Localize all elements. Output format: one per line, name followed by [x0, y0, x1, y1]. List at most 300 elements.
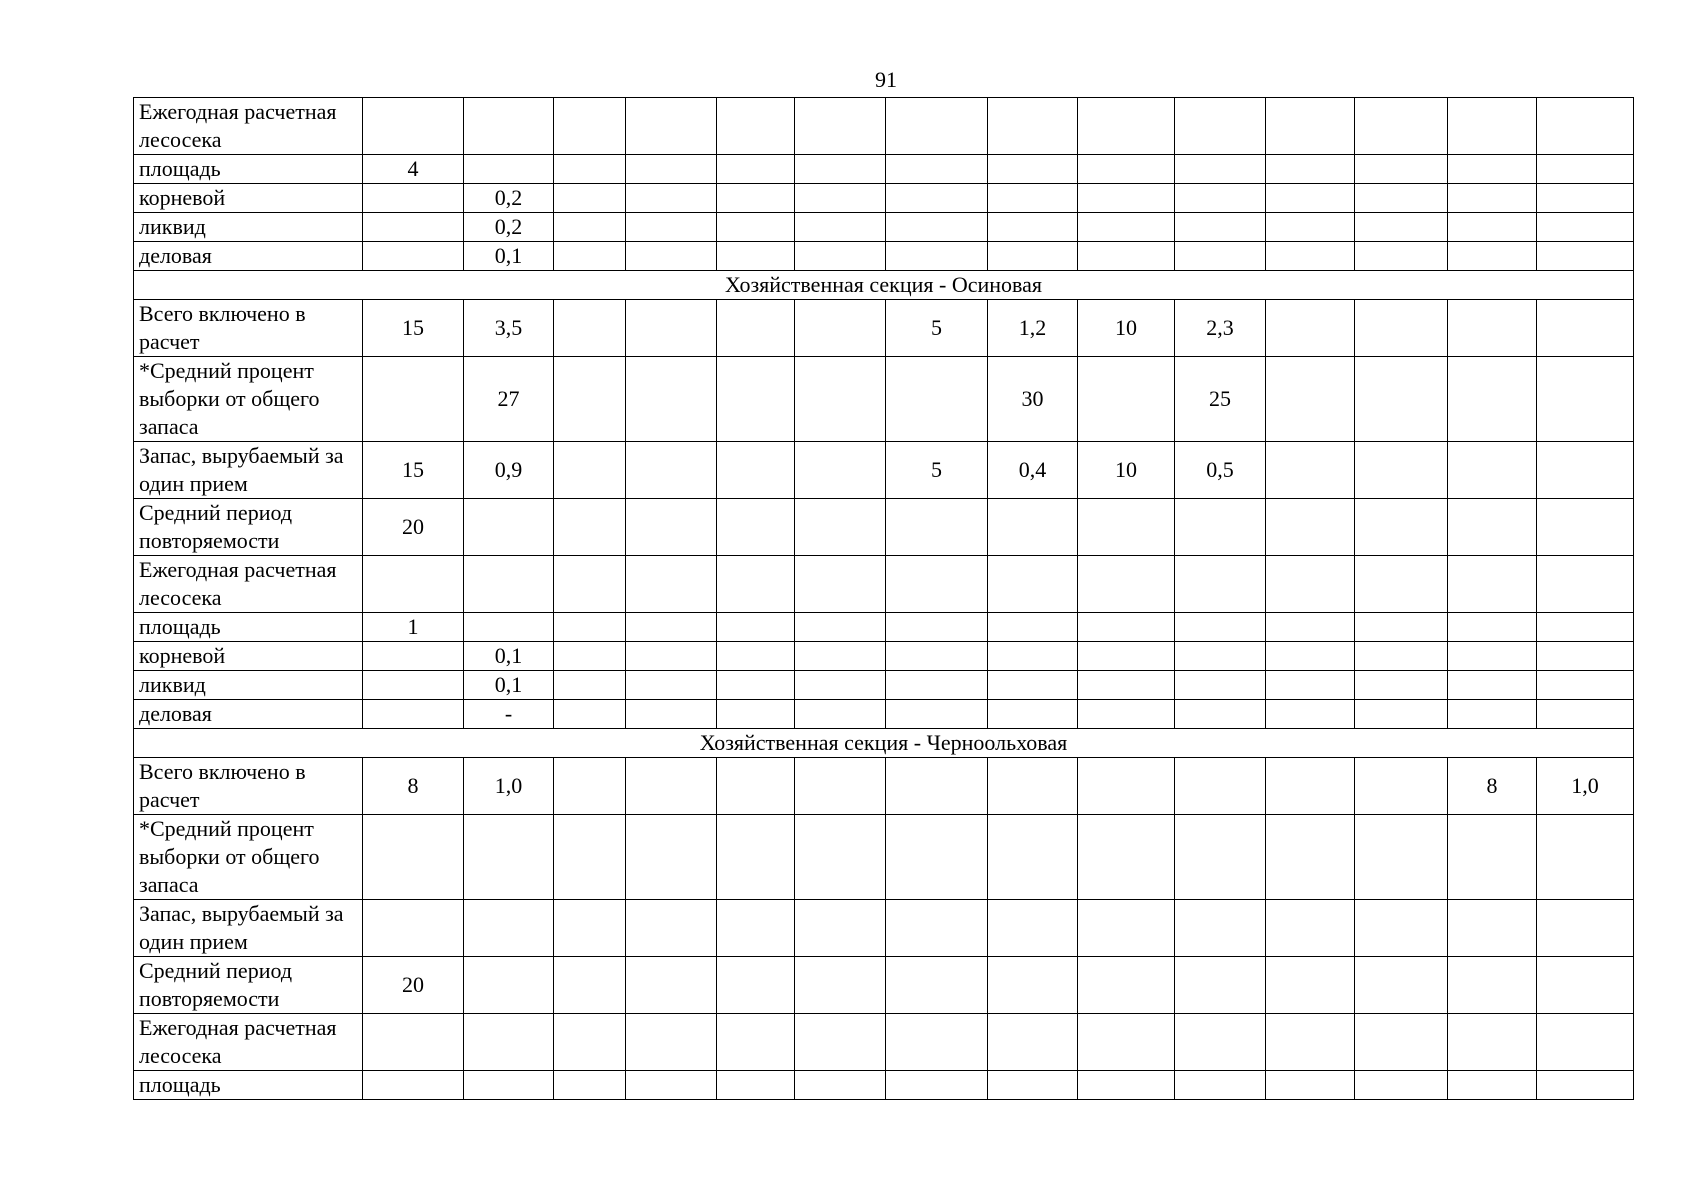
- row-label: Всего включено в расчет: [134, 300, 363, 357]
- table-cell: [626, 155, 717, 184]
- table-cell: [795, 442, 886, 499]
- table-cell: [886, 184, 988, 213]
- table-cell: [1355, 556, 1448, 613]
- table-cell: [1078, 642, 1175, 671]
- table-cell: 0,2: [464, 213, 554, 242]
- table-cell: [626, 442, 717, 499]
- table-cell: [1355, 357, 1448, 442]
- table-cell: 3,5: [464, 300, 554, 357]
- table-cell: [626, 1071, 717, 1100]
- table-cell: [554, 815, 626, 900]
- table-cell: [626, 758, 717, 815]
- table-cell: [886, 957, 988, 1014]
- table-cell: 20: [363, 957, 464, 1014]
- table-cell: [1355, 242, 1448, 271]
- table-cell: [988, 758, 1078, 815]
- table-cell: [717, 242, 795, 271]
- table-cell: [1266, 758, 1355, 815]
- table-cell: [1175, 98, 1266, 155]
- row-label: Средний период повторяемости: [134, 957, 363, 1014]
- table-cell: [1355, 671, 1448, 700]
- section-header-row: [134, 729, 1634, 758]
- table-cell: [1175, 815, 1266, 900]
- table-cell: [1448, 499, 1537, 556]
- table-cell: [795, 613, 886, 642]
- table-cell: [464, 815, 554, 900]
- table-cell: [886, 357, 988, 442]
- table-cell: [554, 213, 626, 242]
- table-cell: [795, 758, 886, 815]
- table-cell: [1537, 613, 1634, 642]
- table-cell: [1448, 155, 1537, 184]
- table-cell: [1537, 671, 1634, 700]
- table-row: [134, 184, 1634, 213]
- table-cell: [795, 700, 886, 729]
- table-cell: [1175, 242, 1266, 271]
- table-cell: [1355, 957, 1448, 1014]
- table-cell: [1537, 184, 1634, 213]
- table-cell: [1175, 556, 1266, 613]
- table-cell: [1175, 1071, 1266, 1100]
- table-cell: [554, 442, 626, 499]
- table-cell: [554, 556, 626, 613]
- table-cell: [363, 556, 464, 613]
- table-cell: [626, 815, 717, 900]
- table-cell: 2,3: [1175, 300, 1266, 357]
- table-cell: [795, 815, 886, 900]
- section-title: Хозяйственная секция - Осиновая: [134, 271, 1634, 300]
- table-cell: [717, 671, 795, 700]
- table-cell: [988, 671, 1078, 700]
- table-cell: [464, 613, 554, 642]
- table-cell: [1266, 613, 1355, 642]
- table-cell: [795, 556, 886, 613]
- table-cell: [554, 1071, 626, 1100]
- table-cell: [1448, 642, 1537, 671]
- row-label: Ежегодная расчетная лесосека: [134, 556, 363, 613]
- table-cell: [363, 213, 464, 242]
- table-cell: [717, 357, 795, 442]
- table-cell: [554, 700, 626, 729]
- table-cell: [795, 671, 886, 700]
- table-cell: [464, 556, 554, 613]
- table-cell: [1448, 671, 1537, 700]
- table-cell: [1175, 499, 1266, 556]
- table-cell: [717, 556, 795, 613]
- table-row: [134, 700, 1634, 729]
- table-row: [134, 213, 1634, 242]
- row-label: Всего включено в расчет: [134, 758, 363, 815]
- row-label: Ежегодная расчетная лесосека: [134, 98, 363, 155]
- table-cell: 4: [363, 155, 464, 184]
- table-cell: [1266, 700, 1355, 729]
- table-cell: [1448, 957, 1537, 1014]
- table-cell: [717, 499, 795, 556]
- table-row: [134, 155, 1634, 184]
- table-cell: [1078, 1071, 1175, 1100]
- table-cell: [1175, 957, 1266, 1014]
- table-cell: [1078, 1014, 1175, 1071]
- table-cell: [1537, 642, 1634, 671]
- table-cell: [1537, 357, 1634, 442]
- table-cell: [795, 213, 886, 242]
- table-cell: [1266, 556, 1355, 613]
- table-cell: [988, 1014, 1078, 1071]
- table-cell: [886, 499, 988, 556]
- table-cell: [554, 357, 626, 442]
- table-cell: [1078, 499, 1175, 556]
- table-cell: [464, 1071, 554, 1100]
- row-label: *Средний процент выборки от общего запаса: [134, 815, 363, 900]
- table-cell: [1355, 300, 1448, 357]
- table-cell: [554, 642, 626, 671]
- table-cell: [464, 957, 554, 1014]
- table-cell: 0,1: [464, 642, 554, 671]
- table-cell: [626, 98, 717, 155]
- table-cell: [988, 700, 1078, 729]
- table-cell: 15: [363, 442, 464, 499]
- table-cell: [1448, 815, 1537, 900]
- table-cell: [717, 815, 795, 900]
- table-cell: 1,0: [464, 758, 554, 815]
- table-cell: [626, 184, 717, 213]
- table-cell: [1266, 900, 1355, 957]
- table-cell: [363, 242, 464, 271]
- row-label: Запас, вырубаемый за один прием: [134, 900, 363, 957]
- table-cell: [1537, 700, 1634, 729]
- table-cell: [1175, 700, 1266, 729]
- table-cell: [363, 700, 464, 729]
- table-cell: [1448, 556, 1537, 613]
- table-cell: [554, 671, 626, 700]
- table-cell: 0,4: [988, 442, 1078, 499]
- table-cell: 1,0: [1537, 758, 1634, 815]
- row-label: площадь: [134, 155, 363, 184]
- table-cell: [554, 98, 626, 155]
- table-cell: [1175, 213, 1266, 242]
- table-cell: [1355, 184, 1448, 213]
- table-cell: [988, 957, 1078, 1014]
- table-cell: [1448, 613, 1537, 642]
- row-label: Средний период повторяемости: [134, 499, 363, 556]
- table-cell: [717, 213, 795, 242]
- table-row: [134, 242, 1634, 271]
- table-cell: [1266, 357, 1355, 442]
- table-cell: [1266, 155, 1355, 184]
- table-cell: [795, 357, 886, 442]
- table-cell: [1266, 671, 1355, 700]
- table-cell: [626, 300, 717, 357]
- table-cell: [1078, 242, 1175, 271]
- table-cell: [1266, 98, 1355, 155]
- table-row: [134, 613, 1634, 642]
- table-cell: [988, 242, 1078, 271]
- table-row: [134, 957, 1634, 1014]
- table-cell: [1448, 1071, 1537, 1100]
- table-cell: [1448, 300, 1537, 357]
- table-cell: [1355, 700, 1448, 729]
- table-cell: [988, 900, 1078, 957]
- table-cell: -: [464, 700, 554, 729]
- table-cell: [1175, 900, 1266, 957]
- table-cell: [1355, 613, 1448, 642]
- table-cell: [1355, 1014, 1448, 1071]
- table-cell: [1537, 556, 1634, 613]
- table-cell: [363, 184, 464, 213]
- table-cell: 10: [1078, 300, 1175, 357]
- table-cell: 0,9: [464, 442, 554, 499]
- table-cell: [886, 98, 988, 155]
- table-cell: [988, 556, 1078, 613]
- table-cell: [1266, 1071, 1355, 1100]
- table-cell: [554, 300, 626, 357]
- table-cell: [717, 613, 795, 642]
- table-cell: [1537, 900, 1634, 957]
- table-cell: [1078, 700, 1175, 729]
- table-cell: [886, 815, 988, 900]
- table-cell: [363, 98, 464, 155]
- table-cell: [554, 613, 626, 642]
- table-cell: [988, 1071, 1078, 1100]
- table-cell: [1448, 357, 1537, 442]
- table-cell: [1448, 242, 1537, 271]
- table-cell: 27: [464, 357, 554, 442]
- table-cell: [1448, 213, 1537, 242]
- table-cell: 1,2: [988, 300, 1078, 357]
- table-cell: [1266, 1014, 1355, 1071]
- table-cell: [795, 642, 886, 671]
- table-cell: [795, 300, 886, 357]
- table-cell: [464, 1014, 554, 1071]
- table-cell: [626, 957, 717, 1014]
- table-cell: [626, 242, 717, 271]
- table-row: [134, 1014, 1634, 1071]
- row-label: ликвид: [134, 671, 363, 700]
- table-cell: [1266, 300, 1355, 357]
- table-cell: [1537, 815, 1634, 900]
- table-cell: [988, 98, 1078, 155]
- table-cell: [886, 213, 988, 242]
- table-cell: [1078, 556, 1175, 613]
- table-cell: [363, 642, 464, 671]
- table-cell: [1537, 1071, 1634, 1100]
- table-cell: [1175, 184, 1266, 213]
- table-cell: [1175, 1014, 1266, 1071]
- table-cell: 25: [1175, 357, 1266, 442]
- table-cell: [886, 758, 988, 815]
- table-cell: [363, 1071, 464, 1100]
- table-cell: [1266, 242, 1355, 271]
- table-cell: [795, 98, 886, 155]
- table-row: [134, 98, 1634, 155]
- table-cell: [554, 184, 626, 213]
- table-cell: 0,1: [464, 671, 554, 700]
- table-cell: [1266, 957, 1355, 1014]
- table-cell: 20: [363, 499, 464, 556]
- table-cell: [1537, 98, 1634, 155]
- table-cell: [554, 155, 626, 184]
- table-cell: [1448, 1014, 1537, 1071]
- table-cell: [1537, 242, 1634, 271]
- table-cell: [1448, 98, 1537, 155]
- table-cell: [717, 700, 795, 729]
- table-cell: [886, 155, 988, 184]
- table-cell: [1355, 900, 1448, 957]
- table-cell: [1175, 758, 1266, 815]
- table-cell: [1448, 900, 1537, 957]
- table-row: [134, 556, 1634, 613]
- table-cell: [1537, 300, 1634, 357]
- page-number: 91: [875, 67, 897, 92]
- table-cell: [363, 815, 464, 900]
- table-cell: [626, 613, 717, 642]
- table-cell: [1448, 700, 1537, 729]
- table-cell: [1537, 1014, 1634, 1071]
- table-cell: [717, 1014, 795, 1071]
- table-cell: [886, 1071, 988, 1100]
- table-cell: [1448, 184, 1537, 213]
- table-cell: [626, 357, 717, 442]
- table-cell: 0,2: [464, 184, 554, 213]
- table-cell: [1355, 815, 1448, 900]
- table-cell: [464, 98, 554, 155]
- table-cell: [1266, 499, 1355, 556]
- table-cell: [717, 642, 795, 671]
- table-row: [134, 642, 1634, 671]
- table-cell: [554, 957, 626, 1014]
- table-cell: [795, 1014, 886, 1071]
- table-cell: [1078, 357, 1175, 442]
- table-row: [134, 357, 1634, 442]
- table-cell: [1078, 900, 1175, 957]
- table-cell: [1175, 155, 1266, 184]
- table-cell: [795, 957, 886, 1014]
- row-label: ликвид: [134, 213, 363, 242]
- table-row: [134, 815, 1634, 900]
- table-cell: [886, 671, 988, 700]
- table-cell: [1355, 213, 1448, 242]
- table-cell: [1355, 758, 1448, 815]
- table-cell: 15: [363, 300, 464, 357]
- table-cell: [886, 700, 988, 729]
- row-label: Запас, вырубаемый за один прием: [134, 442, 363, 499]
- table-cell: [1355, 499, 1448, 556]
- table-cell: [554, 499, 626, 556]
- table-cell: [717, 957, 795, 1014]
- table-cell: [1175, 671, 1266, 700]
- table-cell: [626, 213, 717, 242]
- row-label: площадь: [134, 1071, 363, 1100]
- row-label: *Средний процент выборки от общего запаса: [134, 357, 363, 442]
- table-cell: [626, 556, 717, 613]
- table-cell: [795, 499, 886, 556]
- table-cell: [1537, 442, 1634, 499]
- table-cell: [1266, 815, 1355, 900]
- table-cell: [795, 155, 886, 184]
- row-label: деловая: [134, 242, 363, 271]
- table-cell: [886, 1014, 988, 1071]
- table-cell: [363, 671, 464, 700]
- table-cell: [1078, 758, 1175, 815]
- table-cell: [464, 900, 554, 957]
- table-cell: [886, 613, 988, 642]
- table-cell: [1355, 442, 1448, 499]
- table-cell: [795, 900, 886, 957]
- row-label: корневой: [134, 184, 363, 213]
- table-cell: [1355, 642, 1448, 671]
- table-row: [134, 1071, 1634, 1100]
- row-label: деловая: [134, 700, 363, 729]
- table-cell: [717, 900, 795, 957]
- table-cell: 5: [886, 300, 988, 357]
- table-cell: [988, 184, 1078, 213]
- table-cell: [1078, 671, 1175, 700]
- forest-allowance-table: [133, 97, 1634, 1100]
- table-cell: [1266, 184, 1355, 213]
- table-cell: [554, 242, 626, 271]
- row-label: корневой: [134, 642, 363, 671]
- table-cell: [717, 155, 795, 184]
- table-cell: [1537, 499, 1634, 556]
- table-cell: [1355, 98, 1448, 155]
- table-cell: [717, 758, 795, 815]
- table-cell: 30: [988, 357, 1078, 442]
- table-cell: [988, 499, 1078, 556]
- table-cell: [1078, 957, 1175, 1014]
- table-cell: [464, 499, 554, 556]
- table-cell: [1537, 213, 1634, 242]
- section-header-row: [134, 271, 1634, 300]
- table-cell: [988, 815, 1078, 900]
- table-cell: [1175, 613, 1266, 642]
- table-cell: [886, 556, 988, 613]
- table-cell: [464, 155, 554, 184]
- table-cell: [886, 642, 988, 671]
- table-cell: [1078, 155, 1175, 184]
- table-cell: [1266, 442, 1355, 499]
- table-cell: [1355, 1071, 1448, 1100]
- table-row: [134, 758, 1634, 815]
- table-cell: [363, 357, 464, 442]
- table-cell: [1078, 98, 1175, 155]
- table-cell: [554, 1014, 626, 1071]
- table-cell: [1078, 213, 1175, 242]
- table-cell: [626, 1014, 717, 1071]
- table-cell: [988, 613, 1078, 642]
- table-cell: [717, 98, 795, 155]
- table-cell: [626, 900, 717, 957]
- section-title: Хозяйственная секция - Черноольховая: [134, 729, 1634, 758]
- table-cell: [363, 900, 464, 957]
- table-cell: [717, 1071, 795, 1100]
- table-cell: [1078, 613, 1175, 642]
- table-cell: [554, 758, 626, 815]
- table-cell: 5: [886, 442, 988, 499]
- table-cell: 10: [1078, 442, 1175, 499]
- table-row: [134, 442, 1634, 499]
- table-cell: [1355, 155, 1448, 184]
- table-cell: [1078, 184, 1175, 213]
- table-cell: [363, 1014, 464, 1071]
- table-cell: 0,1: [464, 242, 554, 271]
- table-cell: [626, 671, 717, 700]
- table-cell: [1537, 155, 1634, 184]
- table-cell: [1448, 442, 1537, 499]
- table-cell: [554, 900, 626, 957]
- table-cell: [1078, 815, 1175, 900]
- table-cell: [795, 184, 886, 213]
- table-cell: [717, 184, 795, 213]
